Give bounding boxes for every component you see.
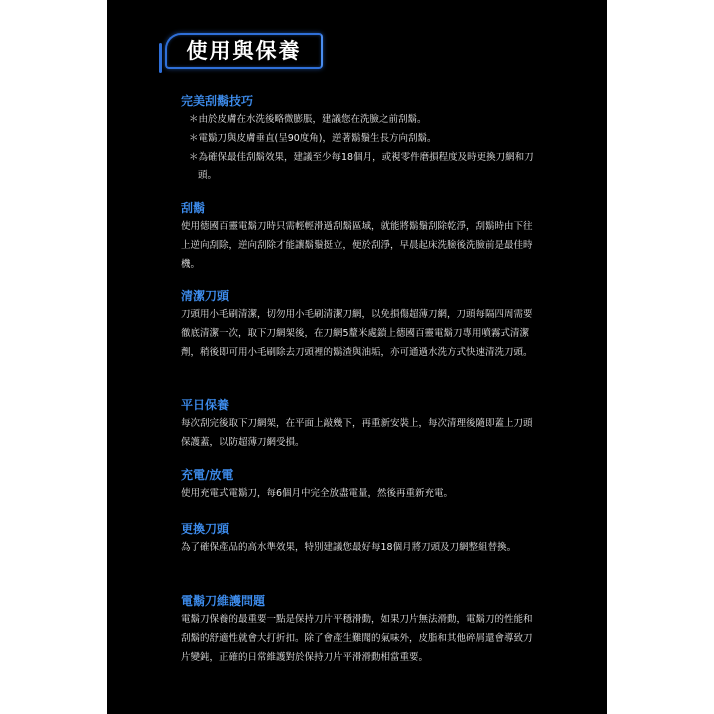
title-accent-bar [159,43,162,73]
section-replace-head [181,520,541,558]
section-heading: 電鬍刀維護問題 [181,594,266,608]
section-daily-care [181,396,541,453]
section-shaving-tips [181,92,541,186]
section-clean-head [181,287,541,362]
tip-item: ＊由於皮膚在水洗後略微膨脹，建議您在洗臉之前刮鬍。 [189,114,427,125]
manual-page [107,0,607,714]
section-heading: 充電/放電 [181,468,234,482]
section-body: 刀頭用小毛刷清潔，切勿用小毛刷清潔刀網，以免損傷超薄刀網，刀頭每隔四周需要徹底清潔一次，取下刀網架後，在刀網5釐米處鎖上德國百靈電鬍刀專用噴霧式清潔劑，稍後即可用小毛刷除去刀頭裡的鬍渣與油垢，亦可通過水洗方式快速清洗刀頭。 [181,309,533,358]
section-body: 電鬍刀保養的最重要一點是保持刀片平穩滑動，如果刀片無法滑動，電鬍刀的性能和刮鬍的舒適性就會大打折扣。除了會產生難聞的氣味外，皮脂和其他碎屑還會導致刀片變鈍，正確的日常維護對於保持刀片平滑滑動相當重要。 [181,614,533,663]
section-heading: 刮鬍 [181,201,206,215]
section-body: 使用充電式電鬍刀，每6個月中完全放盡電量，然後再重新充電。 [181,488,454,499]
title-frame [165,33,323,69]
section-heading: 完美刮鬍技巧 [181,94,254,108]
section-heading: 更換刀頭 [181,522,230,536]
section-charging [181,466,541,504]
tip-item: ＊電鬍刀與皮膚垂直(呈90度角)，逆著鬍鬚生長方向刮鬍。 [189,132,437,144]
section-heading: 清潔刀頭 [181,289,230,303]
section-shaving [181,199,541,274]
tip-item: ＊為確保最佳刮鬍效果，建議至少每18個月，或視零件磨損程度及時更換刀網和刀頭。 [189,151,534,182]
section-body: 為了確保產品的高水準效果，特別建議您最好每18個月將刀頭及刀網整組替換。 [181,542,517,553]
section-heading: 平日保養 [181,398,230,412]
page-title: 使用與保養 [186,39,302,63]
section-maintenance [181,592,541,667]
section-body: 每次刮完後取下刀網架，在平面上敲幾下，再重新安裝上，每次清理後隨即蓋上刀頭保護蓋，以防超薄刀網受損。 [181,418,533,448]
section-body: 使用德國百靈電鬍刀時只需輕輕滑過刮鬍區域，就能將鬍鬚刮除乾淨，刮鬍時由下往上逆向刮除，逆向刮除才能讓鬍鬚挺立，便於刮淨，早晨起床洗臉後洗臉前是最佳時機。 [181,221,533,270]
